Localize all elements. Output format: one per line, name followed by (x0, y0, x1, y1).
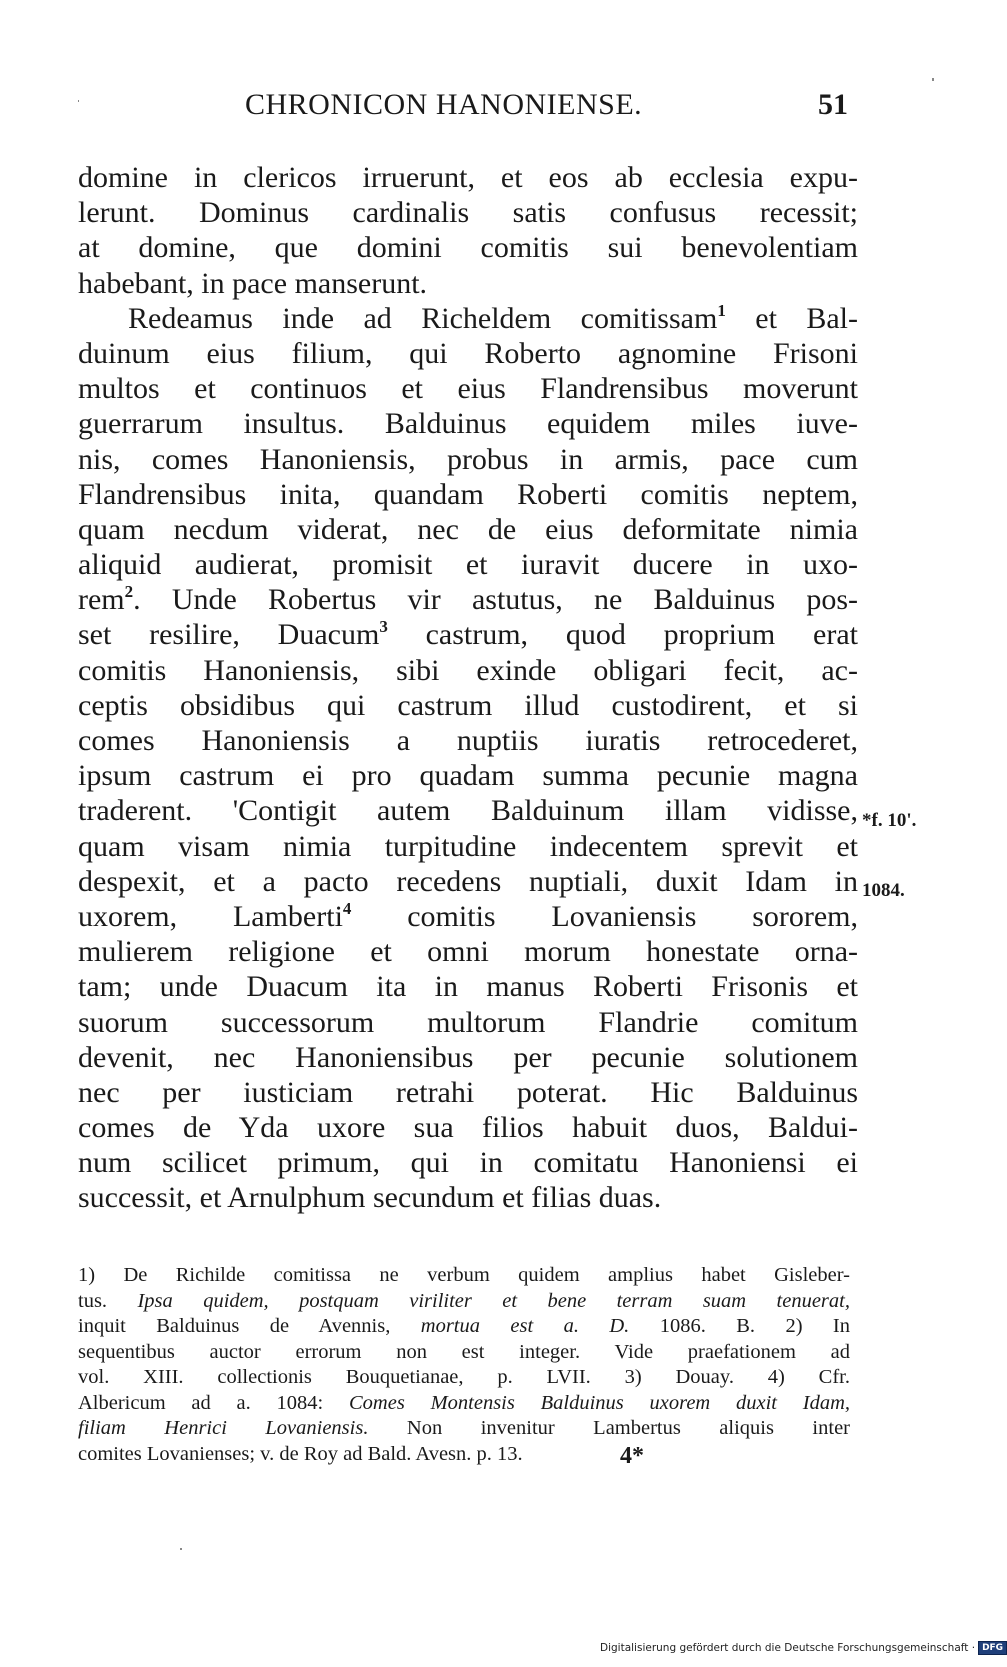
text-line (78, 301, 858, 336)
text-segment: rem (78, 583, 125, 617)
text-line: ceptis obsidibus qui castrum illud custodirent, et si (78, 688, 858, 722)
footnote-line (78, 1289, 850, 1315)
page-title: CHRONICON HANONIENSE. (245, 88, 643, 121)
footnote-quote: Comes Montensis Balduinus uxorem duxit Idam, (349, 1391, 851, 1414)
text-line: traderent. 'Contigit autem Balduinum illam vidisse, (78, 794, 858, 828)
footnote-quote: filiam Henrici Lovaniensis. (78, 1417, 369, 1439)
text-segment: Redeamus inde ad Richeldem comitissam (128, 301, 718, 335)
footnote-text: Non invenitur Lambertus aliquis inter (368, 1417, 851, 1439)
footnote-text: inquit Balduinus de Avennis, (78, 1315, 421, 1337)
footnote-quote: mortua est a. D. (420, 1315, 630, 1337)
text-line: nis, comes Hanoniensis, probus in armis, pace cum (78, 442, 858, 476)
footnote-line (78, 1365, 850, 1391)
footnote-text: tus. (78, 1289, 138, 1312)
footnote-text: vol. XIII. collectionis Bouquetianae, p. LVII. 3) Douay. 4) Cfr. (78, 1366, 850, 1388)
text-line: quam necdum viderat, nec de eius deformitate nimia (78, 512, 858, 546)
main-text (78, 160, 858, 1216)
dfg-logo: DFG (978, 1641, 1007, 1655)
text-line: successit, et Arnulphum secundum et filias duas. (78, 1181, 662, 1215)
text-line: num scilicet primum, qui in comitatu Hanoniensi ei (78, 1146, 858, 1180)
text-line: at domine, que domini comitis sui benevolentiam (78, 231, 858, 265)
text-line: devenit, nec Hanoniensibus per pecunie solutionem (78, 1040, 858, 1074)
text-line: tam; unde Duacum ita in manus Roberti Frisonis et (78, 970, 858, 1004)
text-segment: et Bal- (725, 301, 858, 335)
text-segment: set resilire, Duacum (78, 618, 380, 652)
margin-folio-note: *f. 10'. (862, 810, 917, 831)
footnote-line (78, 1416, 850, 1442)
footnote-text: comites Lovanienses; v. de Roy ad Bald. Avesn. p. 13. (78, 1442, 523, 1465)
text-line: suorum successorum multorum Flandrie comitum (78, 1005, 858, 1039)
text-line: quam visam nimia turpitudine indecentem sprevit et (78, 829, 858, 863)
page-number: 51 (818, 88, 848, 121)
signature-mark: 4* (620, 1443, 644, 1469)
footnote-mark: 3 (379, 617, 388, 637)
text-line: guerrarum insultus. Balduinus equidem miles iuve- (78, 407, 858, 441)
margin-year-note: 1084. (862, 880, 905, 901)
text-line: comes de Yda uxore sua filios habuit duos, Baldui- (78, 1111, 858, 1145)
credit-text: Digitalisierung gefördert durch die Deutsche Forschungsgemeinschaft · (600, 1642, 976, 1654)
text-line: Flandrensibus inita, quandam Roberti comitis neptem, (78, 477, 858, 511)
text-line: comes Hanoniensis a nuptiis iuratis retrocederet, (78, 724, 858, 757)
text-line: habebant, in pace manserunt. (78, 266, 428, 300)
footnotes (78, 1263, 850, 1467)
footnote-line (78, 1263, 850, 1289)
text-line: mulierem religione et omni morum honestate orna- (78, 935, 858, 969)
text-line (78, 582, 858, 617)
footnote-quote: Ipsa quidem, postquam viriliter et bene terram suam tenuerat, (137, 1289, 850, 1312)
footnote-mark: 4 (342, 898, 352, 918)
text-segment: . Unde Robertus vir astutus, ne Balduinus pos- (133, 583, 858, 617)
text-line: ipsum castrum ei pro quadam summa pecunie magna (78, 759, 858, 793)
running-head (0, 88, 1000, 128)
scan-speck (180, 1548, 182, 1550)
footnote-line (78, 1391, 850, 1417)
text-line: lerunt. Dominus cardinalis satis confusus recessit; (78, 196, 858, 230)
footnote-line (78, 1442, 850, 1468)
text-line (78, 899, 858, 934)
footnote-text: 1) De Richilde comitissa ne verbum quidem amplius habet Gisleber- (78, 1264, 850, 1286)
digitization-credit (600, 1641, 1004, 1659)
text-line: aliquid audierat, promisit et iuravit ducere in uxo- (78, 548, 858, 582)
text-segment: comitis Lovaniensis sororem, (351, 899, 858, 933)
text-segment: uxorem, Lamberti (78, 899, 343, 933)
footnote-text: Albericum ad a. 1084: (78, 1391, 349, 1414)
text-segment: castrum, quod proprium erat (387, 618, 858, 652)
text-line: duinum eius filium, qui Roberto agnomine Frisoni (78, 336, 858, 370)
text-line: domine in clericos irruerunt, et eos ab ecclesia expu- (78, 161, 858, 194)
text-line (78, 617, 858, 652)
footnote-line (78, 1340, 850, 1366)
text-line: comitis Hanoniensis, sibi exinde obligari fecit, ac- (78, 653, 858, 687)
footnote-text: sequentibus auctor errorum non est integer. Vide praefationem ad (78, 1340, 850, 1363)
footnote-line (78, 1314, 850, 1340)
footnote-mark: 2 (124, 582, 134, 602)
text-line: nec per iusticiam retrahi poterat. Hic Balduinus (78, 1075, 858, 1109)
text-line: despexit, et a pacto recedens nuptiali, duxit Idam in (78, 864, 858, 898)
scan-speck (932, 78, 934, 81)
text-line: multos et continuos et eius Flandrensibus moverunt (78, 372, 858, 406)
footnote-text: 1086. B. 2) In (629, 1315, 850, 1337)
footnote-mark: 1 (717, 300, 726, 320)
